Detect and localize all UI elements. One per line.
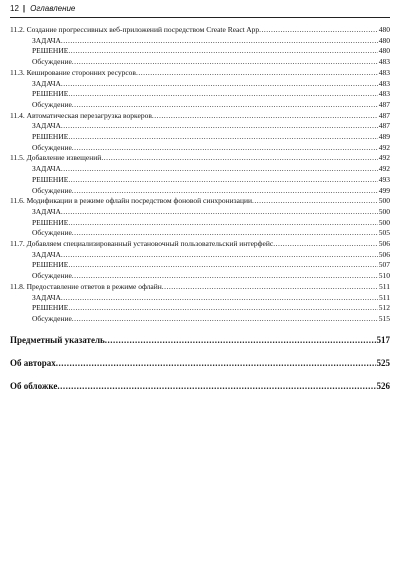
toc-item-task[interactable] — [10, 36, 390, 47]
toc-section-title: 11.7. Добавляем специализированный установочный пользовательский интерфейс — [10, 239, 274, 249]
toc-item-label: Обсуждение — [32, 313, 72, 323]
toc-page-number: 510 — [378, 271, 390, 281]
toc-page-number: 511 — [379, 292, 390, 302]
toc-item-solution[interactable] — [10, 218, 390, 229]
dot-leader — [68, 89, 377, 100]
running-header — [10, 4, 390, 14]
dot-leader — [57, 380, 375, 392]
toc-page-number: 505 — [378, 228, 390, 238]
toc-page-number: 506 — [378, 239, 390, 249]
dot-leader — [61, 293, 378, 304]
toc-page-number: 500 — [378, 217, 390, 227]
toc-section-title: 11.2. Создание прогрессивных веб-приложений посредством Create React App — [10, 25, 260, 34]
toc-page-number: 499 — [378, 185, 390, 195]
toc-item-label: Обсуждение — [32, 228, 72, 238]
toc-page-number: 483 — [378, 67, 390, 77]
dot-leader — [259, 25, 378, 36]
toc-item-label: РЕШЕНИЕ — [32, 89, 69, 99]
dot-leader — [105, 334, 376, 346]
toc-section-11-6[interactable] — [10, 196, 390, 207]
toc-page-number: 515 — [378, 313, 390, 323]
toc-page-number: 525 — [376, 357, 390, 368]
toc-page-number: 511 — [379, 281, 390, 291]
back-matter — [10, 334, 390, 392]
header-separator: | — [22, 4, 26, 13]
toc-item-discussion[interactable] — [10, 228, 390, 239]
dot-leader — [162, 282, 378, 293]
toc-item-label: Обсуждение — [32, 271, 72, 281]
dot-leader — [61, 121, 378, 132]
toc-item-label: ЗАДАЧА — [32, 292, 61, 302]
toc-section-title: 11.4. Автоматическая перезагрузка воркеров — [10, 110, 152, 120]
toc-item-discussion[interactable] — [10, 271, 390, 282]
dot-leader — [136, 68, 378, 79]
toc-item-label: ЗАДАЧА — [32, 78, 61, 88]
dot-leader — [72, 314, 378, 325]
toc-item-label: ЗАДАЧА — [32, 249, 61, 259]
toc-page-number: 483 — [378, 78, 390, 88]
toc-item-discussion[interactable] — [10, 186, 390, 197]
toc-item-label: Обсуждение — [32, 142, 72, 152]
toc-item-task[interactable] — [10, 121, 390, 132]
dot-leader — [273, 239, 378, 250]
toc-section-11-5[interactable] — [10, 153, 390, 164]
dot-leader — [101, 153, 377, 164]
page-number: 12 — [10, 4, 19, 13]
toc-item-solution[interactable] — [10, 132, 390, 143]
toc-page-number: 480 — [378, 46, 390, 56]
toc-item-label: РЕШЕНИЕ — [32, 46, 69, 56]
toc-section-title: 11.3. Кеширование сторонних ресурсов — [10, 67, 136, 77]
toc-major-title: Предметный указатель — [10, 334, 105, 345]
toc-page-number: 500 — [378, 206, 390, 216]
toc-item-solution[interactable] — [10, 303, 390, 314]
toc-page-number: 480 — [378, 35, 390, 45]
toc-page-number: 500 — [378, 196, 390, 206]
toc-item-label: Обсуждение — [32, 185, 72, 195]
toc-page-number: 512 — [378, 303, 390, 313]
toc-item-label: РЕШЕНИЕ — [32, 260, 69, 270]
dot-leader — [72, 57, 378, 68]
toc-section-title: 11.5. Добавление извещений — [10, 153, 102, 163]
dot-leader — [252, 196, 378, 207]
toc-section-title: 11.8. Предоставление ответов в режиме офлайн — [10, 281, 162, 291]
dot-leader — [68, 132, 377, 143]
toc-item-task[interactable] — [10, 207, 390, 218]
toc-item-label: РЕШЕНИЕ — [32, 217, 69, 227]
header-rule — [10, 17, 390, 18]
toc-item-label: ЗАДАЧА — [32, 164, 61, 174]
toc-item-task[interactable] — [10, 293, 390, 304]
dot-leader — [68, 218, 377, 229]
toc-item-solution[interactable] — [10, 260, 390, 271]
toc-item-label: Обсуждение — [32, 99, 72, 109]
toc-item-label: РЕШЕНИЕ — [32, 303, 69, 313]
toc-page-number: 487 — [378, 121, 390, 131]
toc-subject-index[interactable] — [10, 334, 390, 346]
dot-leader — [72, 100, 378, 111]
dot-leader — [152, 111, 378, 122]
toc-item-task[interactable] — [10, 79, 390, 90]
toc-section-11-2[interactable] — [10, 25, 390, 36]
toc-page-number: 489 — [378, 132, 390, 142]
toc-item-discussion[interactable] — [10, 100, 390, 111]
toc-section-title: 11.6. Модификации в режиме офлайн посредством фоновой синхронизации — [10, 196, 252, 206]
toc-page-number: 506 — [378, 249, 390, 259]
toc-section-11-3[interactable] — [10, 68, 390, 79]
toc-page-number: 492 — [378, 142, 390, 152]
toc-item-discussion[interactable] — [10, 143, 390, 154]
toc-item-discussion[interactable] — [10, 314, 390, 325]
dot-leader — [72, 271, 378, 282]
header-title: Оглавление — [30, 4, 76, 13]
toc-item-task[interactable] — [10, 164, 390, 175]
toc-page-number: 493 — [378, 174, 390, 184]
toc-item-discussion[interactable] — [10, 57, 390, 68]
toc-item-solution[interactable] — [10, 89, 390, 100]
toc-page-number: 507 — [378, 260, 390, 270]
toc-item-label: ЗАДАЧА — [32, 121, 61, 131]
dot-leader — [68, 303, 377, 314]
toc-item-solution[interactable] — [10, 46, 390, 57]
dot-leader — [56, 357, 376, 369]
dot-leader — [72, 228, 378, 239]
toc-about-authors[interactable] — [10, 357, 390, 369]
dot-leader — [68, 260, 377, 271]
toc-section-11-7[interactable] — [10, 239, 390, 250]
dot-leader — [61, 36, 378, 47]
toc-page-number: 487 — [378, 99, 390, 109]
table-of-contents — [10, 25, 390, 392]
toc-major-title: Об авторах — [10, 357, 56, 368]
toc-page-number: 480 — [378, 25, 390, 34]
toc-item-label: РЕШЕНИЕ — [32, 132, 69, 142]
dot-leader — [61, 250, 378, 261]
dot-leader — [61, 164, 378, 175]
dot-leader — [61, 79, 378, 90]
dot-leader — [72, 186, 378, 197]
toc-item-solution[interactable] — [10, 175, 390, 186]
toc-page-number: 492 — [378, 153, 390, 163]
toc-item-label: ЗАДАЧА — [32, 35, 61, 45]
dot-leader — [61, 207, 378, 218]
toc-page-number: 487 — [378, 110, 390, 120]
dot-leader — [68, 175, 377, 186]
toc-section-11-4[interactable] — [10, 111, 390, 122]
toc-page-number: 483 — [378, 57, 390, 67]
toc-item-task[interactable] — [10, 250, 390, 261]
toc-page-number: 492 — [378, 164, 390, 174]
toc-major-title: Об обложке — [10, 380, 58, 391]
toc-item-label: РЕШЕНИЕ — [32, 174, 69, 184]
toc-page-number: 483 — [378, 89, 390, 99]
dot-leader — [72, 143, 378, 154]
toc-item-label: Обсуждение — [32, 57, 72, 67]
toc-section-11-8[interactable] — [10, 282, 390, 293]
toc-page-number: 526 — [376, 380, 390, 391]
toc-about-cover[interactable] — [10, 380, 390, 392]
toc-item-label: ЗАДАЧА — [32, 206, 61, 216]
dot-leader — [68, 46, 377, 57]
toc-page-number: 517 — [376, 334, 390, 345]
